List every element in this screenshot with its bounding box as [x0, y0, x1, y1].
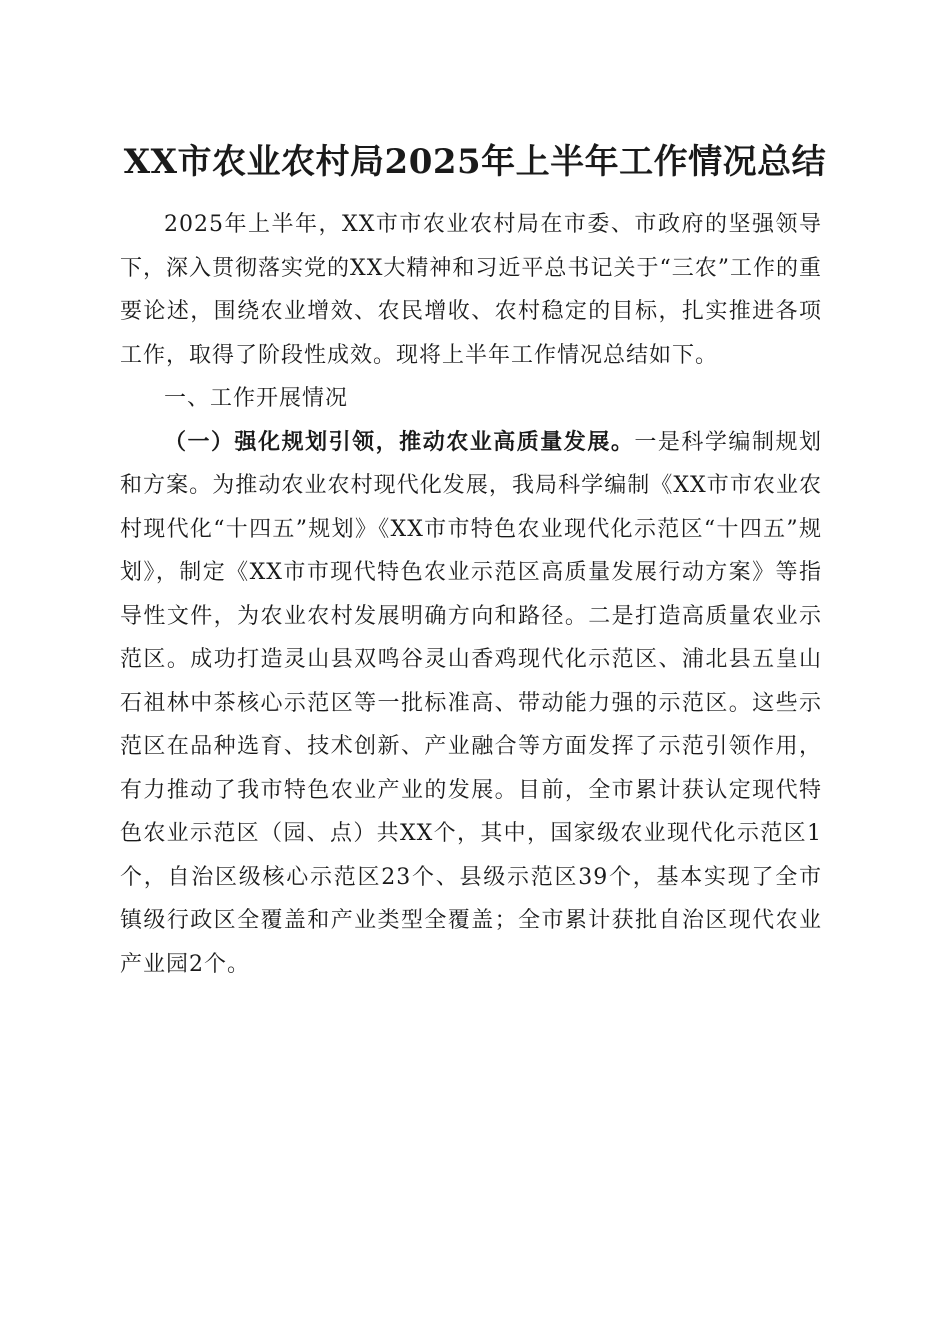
- section-heading: 一、工作开展情况: [164, 386, 349, 411]
- subsection-lead: （一）强化规划引领，推动农业高质量发展。: [164, 428, 635, 455]
- subsection-paragraph: [120, 421, 822, 987]
- intro-paragraph: 2025年上半年，XX市市农业农村局在市委、市政府的坚强领导下，深入贯彻落实党的XX大精神和习近平总书记关于“三农”工作的重要论述，围绕农业增效、农民增收、农村稳定的目标，扎实推进各项工作，取得了阶段性成效。现将上半年工作情况总结如下。: [120, 212, 822, 368]
- document-body: [120, 203, 822, 986]
- subsection-body: 一是科学编制规划和方案。为推动农业农村现代化发展，我局科学编制《XX市市农业农村现代化“十四五”规划》《XX市市特色农业现代化示范区“十四五”规划》，制定《XX市市现代特色农业示范区高质量发展行动方案》等指导性文件，为农业农村发展明确方向和路径。二是打造高质量农业示范区。成功打造灵山县双鸣谷灵山香鸡现代化示范区、浦北县五皇山石祖林中茶核心示范区等一批标准高、带动能力强的示范区。这些示范区在品种选育、技术创新、产业融合等方面发挥了示范引领作用，有力推动了我市特色农业产业的发展。目前，全市累计获认定现代特色农业示范区（园、点）共XX个，其中，国家级农业现代化示范区1个，自治区级核心示范区23个、县级示范区39个，基本实现了全市镇级行政区全覆盖和产业类型全覆盖；全市累计获批自治区现代农业产业园2个。: [120, 429, 822, 977]
- document-title: XX市农业农村局2025年上半年工作情况总结: [123, 142, 827, 182]
